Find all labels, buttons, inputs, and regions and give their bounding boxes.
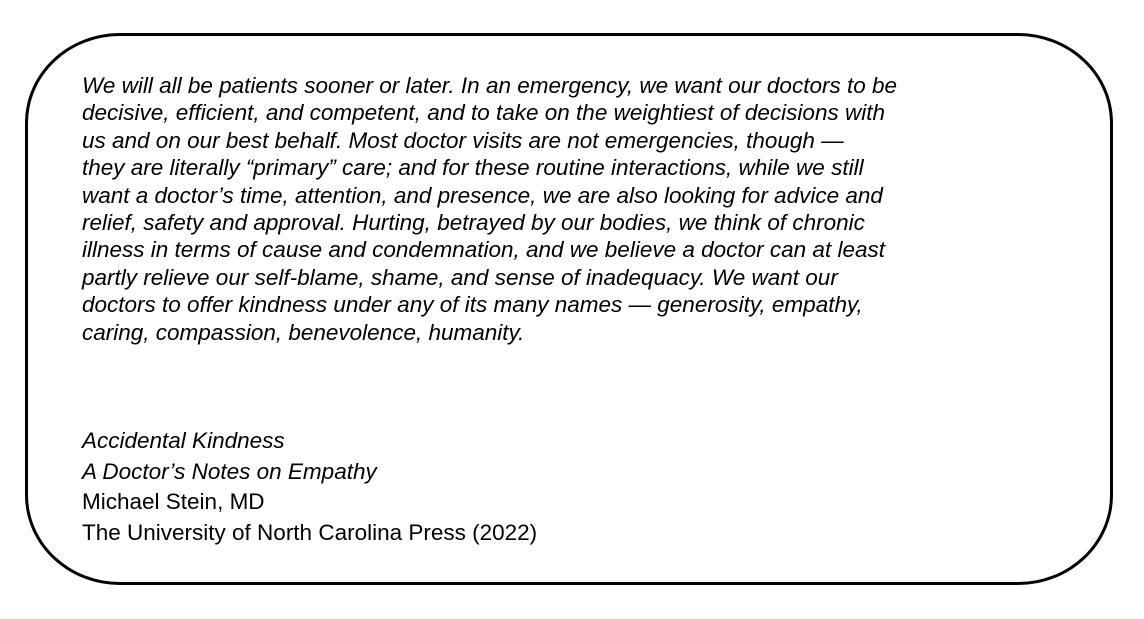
book-title: Accidental Kindness	[82, 428, 285, 453]
quote-line: decisive, efficient, and competent, and to take on the weightiest of decisions with	[82, 100, 885, 126]
quote-line: doctors to offer kindness under any of its many names — generosity, empathy,	[82, 292, 863, 318]
book-publisher: The University of North Carolina Press (2022)	[82, 519, 538, 545]
quote-line: partly relieve our self-blame, shame, and sense of inadequacy. We want our	[82, 264, 838, 290]
quote-line: caring, compassion, benevolence, humanity.	[82, 319, 525, 345]
quote-line: they are literally “primary” care; and for these routine interactions, while we still	[82, 155, 864, 181]
quote-line: We will all be patients sooner or later. In an emergency, we want our doctors to be	[82, 73, 897, 98]
quote-line: want a doctor’s time, attention, and presence, we are also looking for advice and	[82, 182, 883, 208]
quote-line: relief, safety and approval. Hurting, betrayed by our bodies, we think of chronic	[82, 210, 865, 236]
book-author: Michael Stein, MD	[82, 489, 265, 514]
book-subtitle: A Doctor’s Notes on Empathy	[82, 458, 377, 484]
quote-line: illness in terms of cause and condemnation, and we believe a doctor can at least	[82, 237, 885, 263]
citation	[82, 426, 537, 548]
quote-line: us and on our best behalf. Most doctor visits are not emergencies, though —	[82, 127, 844, 153]
quote-text	[82, 72, 897, 346]
